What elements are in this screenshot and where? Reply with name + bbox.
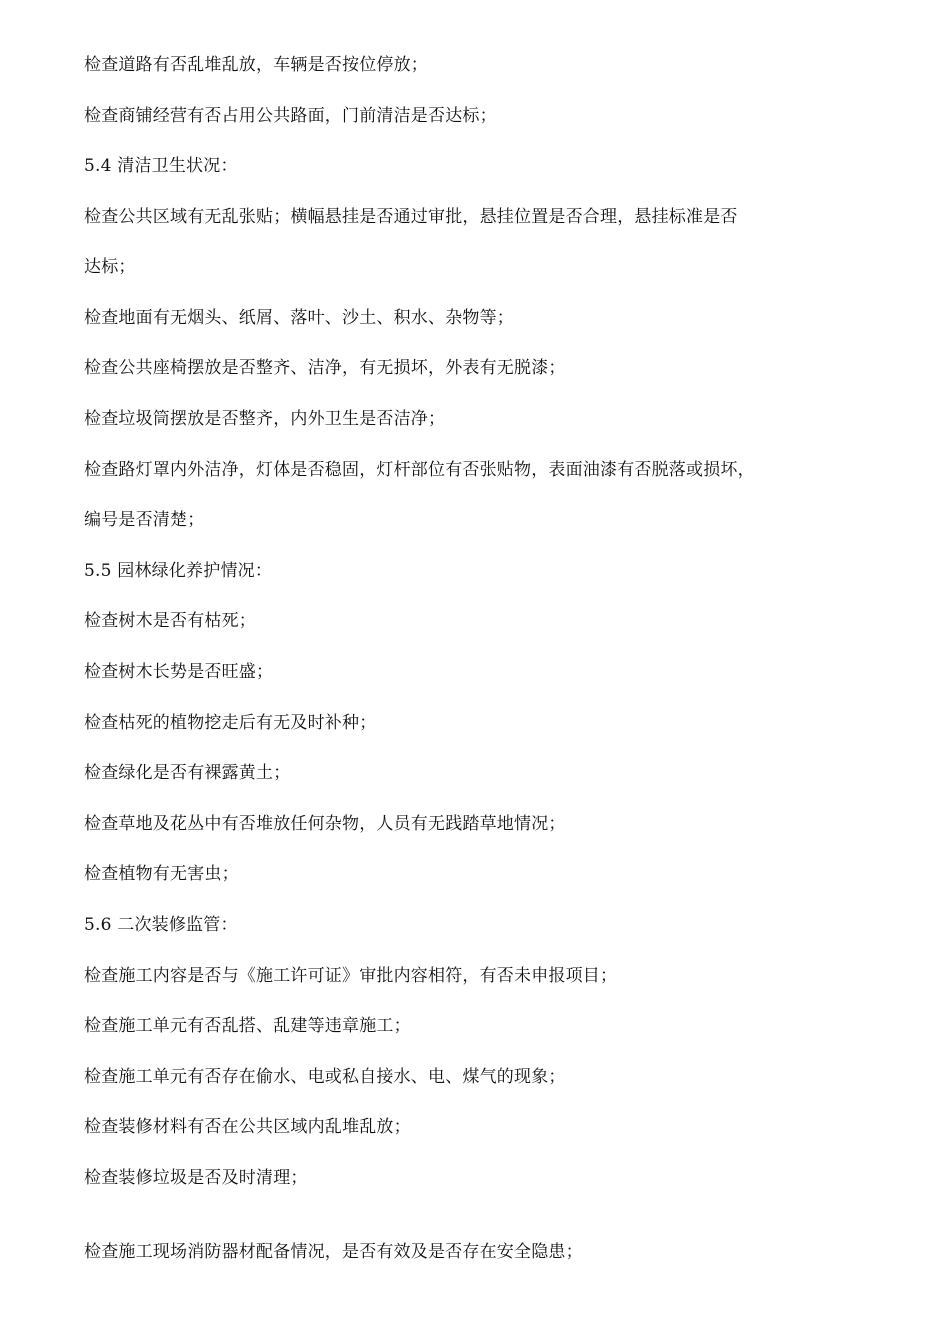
text-line: 达标； (84, 257, 136, 277)
section-heading: 5.4 清洁卫生状况： (84, 156, 238, 176)
text-line: 检查施工单元有否乱搭、乱建等违章施工； (84, 1016, 411, 1036)
text-line: 检查道路有否乱堆乱放，车辆是否按位停放； (84, 55, 428, 75)
text-line: 检查草地及花丛中有否堆放任何杂物，人员有无践踏草地情况； (84, 814, 566, 834)
text-line: 检查公共区域有无乱张贴；横幅悬挂是否通过审批，悬挂位置是否合理，悬挂标准是否 (84, 207, 738, 227)
text-line: 检查施工现场消防器材配备情况，是否有效及是否存在安全隐患； (84, 1242, 583, 1262)
text-line: 检查公共座椅摆放是否整齐、洁净，有无损坏，外表有无脱漆； (84, 358, 566, 378)
text-line: 检查枯死的植物挖走后有无及时补种； (84, 713, 377, 733)
text-line: 检查树木长势是否旺盛； (84, 662, 274, 682)
text-line: 检查施工内容是否与《施工许可证》审批内容相符，有否未申报项目； (84, 966, 618, 986)
text-line: 检查装修垃圾是否及时清理； (84, 1168, 308, 1188)
section-heading: 5.6 二次装修监管： (84, 915, 238, 935)
text-line: 检查路灯罩内外洁净，灯体是否稳固，灯杆部位有否张贴物，表面油漆有否脱落或损坏， (84, 460, 755, 480)
text-line: 编号是否清楚； (84, 510, 205, 530)
section-heading: 5.5 园林绿化养护情况： (84, 561, 273, 581)
text-line: 检查装修材料有否在公共区域内乱堆乱放； (84, 1117, 411, 1137)
text-line: 检查地面有无烟头、纸屑、落叶、沙土、积水、杂物等； (84, 308, 514, 328)
text-line: 检查商铺经营有否占用公共路面，门前清洁是否达标； (84, 106, 497, 126)
text-line: 检查树木是否有枯死； (84, 611, 256, 631)
text-line: 检查施工单元有否存在偷水、电或私自接水、电、煤气的现象； (84, 1067, 566, 1087)
text-line: 检查垃圾筒摆放是否整齐，内外卫生是否洁净； (84, 409, 446, 429)
text-line: 检查植物有无害虫； (84, 864, 239, 884)
text-line: 检查绿化是否有裸露黄土； (84, 763, 291, 783)
